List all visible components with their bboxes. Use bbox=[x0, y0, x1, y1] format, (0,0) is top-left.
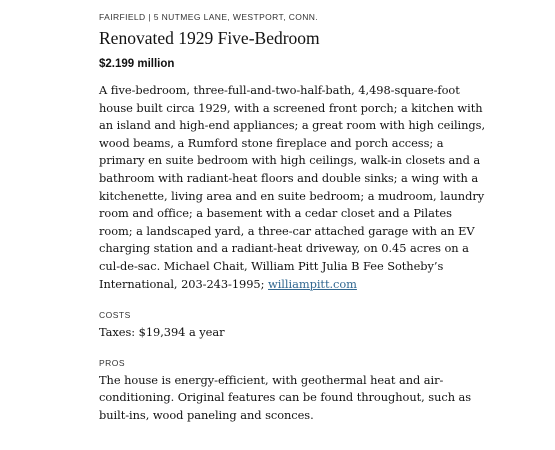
pros-label: PROS bbox=[99, 357, 126, 368]
description-line: house built circa 1929, with a screened front porch; a kitchen with bbox=[99, 100, 483, 115]
pros-text bbox=[99, 372, 472, 425]
description-line: cul-de-sac. Michael Chait, William Pitt Julia B Fee Sotheby’s bbox=[99, 258, 444, 273]
pros-line: built-ins, wood paneling and sconces. bbox=[99, 407, 314, 422]
listing-article bbox=[99, 11, 486, 425]
pros-line: conditioning. Original features can be found throughout, such as bbox=[99, 390, 472, 405]
description-line: an island and high-end appliances; a great room with high ceilings, bbox=[99, 118, 486, 133]
listing-price: $2.199 million bbox=[99, 58, 175, 70]
description-line: International, 203-243-1995; bbox=[99, 276, 265, 291]
description-line: kitchenette, living area and en suite bedroom; a mudroom, laundry bbox=[99, 188, 485, 203]
description-last-line bbox=[99, 276, 461, 294]
description-line: room; a landscaped yard, a three-car attached garage with an EV bbox=[99, 223, 475, 238]
costs-text: Taxes: $19,394 a year bbox=[99, 325, 225, 340]
description-line: bathroom with radiant-heat floors and double sinks; a wing with a bbox=[99, 170, 479, 185]
description-line: charging station and a radiant-heat driveway, on 0.45 acres on a bbox=[99, 241, 469, 256]
description-line: primary en suite bedroom with high ceilings, walk-in closets and a bbox=[99, 153, 481, 168]
description-line: wood beams, a Rumford stone fireplace and porch access; a bbox=[99, 135, 444, 150]
listing-description bbox=[99, 82, 486, 293]
description-line: room and office; a basement with a cedar closet and a Pilates bbox=[99, 206, 452, 221]
listing-headline: Renovated 1929 Five-Bedroom bbox=[99, 28, 320, 48]
pros-line: The house is energy-efficient, with geothermal heat and air- bbox=[99, 372, 444, 387]
website-link[interactable]: williampitt.com bbox=[268, 276, 357, 291]
listing-location: FAIRFIELD | 5 NUTMEG LANE, WESTPORT, CONN. bbox=[99, 12, 319, 22]
description-line: A five-bedroom, three-full-and-two-half-bath, 4,498-square-foot bbox=[99, 83, 460, 97]
costs-label: COSTS bbox=[99, 310, 131, 321]
